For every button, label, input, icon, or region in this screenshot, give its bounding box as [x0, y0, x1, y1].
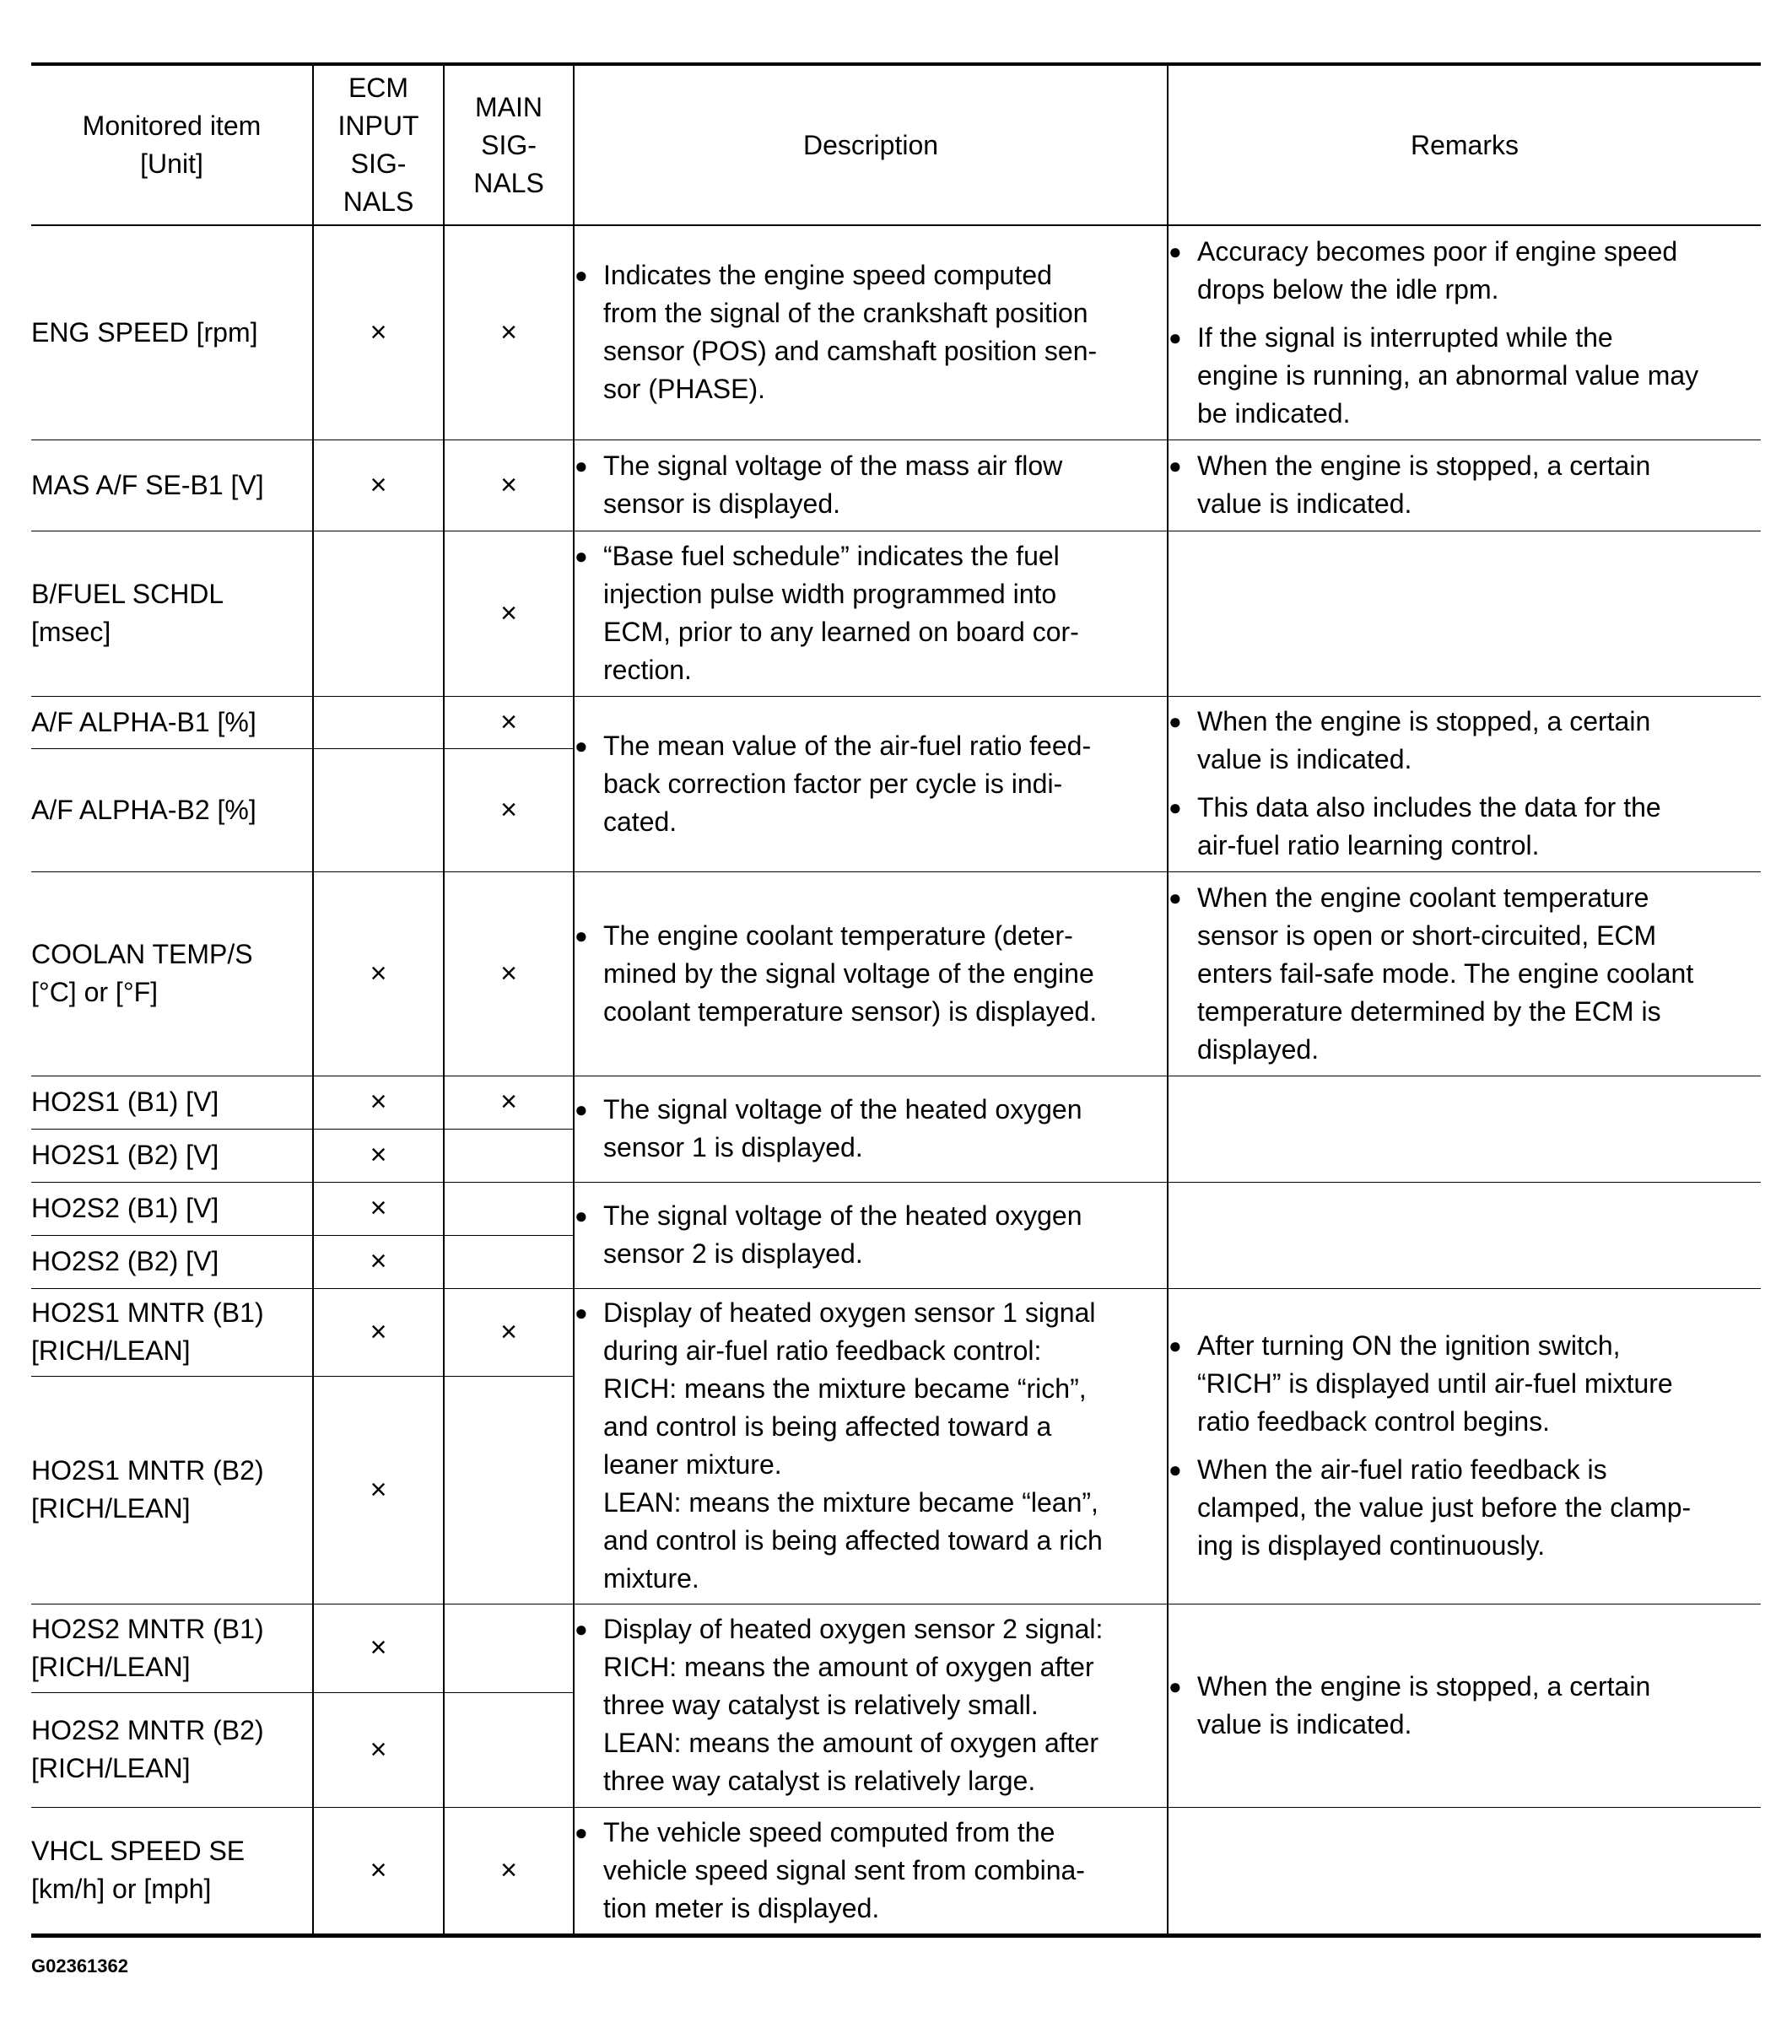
- table-row: [31, 1604, 1761, 1692]
- item-ho2s2-b2: HO2S2 (B2) [V]: [31, 1235, 313, 1288]
- item-ho2s1-b1: HO2S1 (B1) [V]: [31, 1076, 313, 1129]
- description-cell: [574, 1076, 1168, 1182]
- main-mark-empty: [444, 1604, 574, 1692]
- item-af-alpha-b1: A/F ALPHA-B1 [%]: [31, 696, 313, 748]
- main-mark: ×: [444, 696, 574, 748]
- ecm-mark: ×: [313, 1076, 444, 1129]
- table-row: [31, 1288, 1761, 1376]
- list-item: ● The signal voltage of the heated oxygen sensor 2 is displayed.: [575, 1197, 1167, 1273]
- list-item: ● When the engine is stopped, a certain value is indicated.: [1169, 447, 1761, 523]
- ecm-mark: ×: [313, 1604, 444, 1692]
- description-cell: [574, 1807, 1168, 1935]
- list-item: ● The mean value of the air-fuel ratio feed- back correction factor per cycle is indi- cated.: [575, 727, 1167, 841]
- main-mark: ×: [444, 1076, 574, 1129]
- header-ecm-input-signals: ECM INPUT SIG- NALS: [313, 64, 444, 225]
- main-mark: ×: [444, 871, 574, 1076]
- main-mark-empty: [444, 1129, 574, 1182]
- list-item: ● The engine coolant temperature (deter- mined by the signal voltage of the engine coolant temperature sensor) is displayed.: [575, 917, 1167, 1031]
- main-mark: ×: [444, 1807, 574, 1935]
- table-row: [31, 1182, 1761, 1235]
- table-row: [31, 225, 1761, 440]
- bullet-icon: ●: [1169, 709, 1182, 734]
- bullet-icon: ●: [575, 1203, 588, 1228]
- remarks-cell-empty: [1168, 1182, 1761, 1288]
- main-mark: ×: [444, 748, 574, 871]
- item-vhcl-speed: VHCL SPEED SE [km/h] or [mph]: [31, 1807, 313, 1935]
- ecm-mark: ×: [313, 440, 444, 531]
- bullet-icon: ●: [1169, 1457, 1182, 1482]
- item-ho2s2-b1: HO2S2 (B1) [V]: [31, 1182, 313, 1235]
- bullet-icon: ●: [575, 453, 588, 478]
- list-item: ● “Base fuel schedule” indicates the fuel injection pulse width programmed into ECM, prior to any learned on board cor- rection.: [575, 537, 1167, 689]
- list-item: ● When the air-fuel ratio feedback is clamped, the value just before the clamp- ing is displayed continuously.: [1169, 1451, 1761, 1565]
- description-cell: [574, 1288, 1168, 1604]
- bullet-icon: ●: [575, 1819, 588, 1845]
- remarks-cell-empty: [1168, 1807, 1761, 1935]
- ecm-mark: ×: [313, 225, 444, 440]
- bullet-icon: ●: [575, 1616, 588, 1642]
- description-cell: [574, 871, 1168, 1076]
- bullet-icon: ●: [1169, 1673, 1182, 1699]
- remarks-cell: [1168, 1288, 1761, 1604]
- list-item: ● The signal voltage of the heated oxygen sensor 1 is displayed.: [575, 1091, 1167, 1167]
- list-item: ● This data also includes the data for the air-fuel ratio learning control.: [1169, 789, 1761, 865]
- table-row: [31, 531, 1761, 696]
- figure-code: G02361362: [31, 1955, 128, 1977]
- item-ho2s1-mntr-b2: HO2S1 MNTR (B2) [RICH/LEAN]: [31, 1376, 313, 1604]
- bullet-icon: ●: [1169, 884, 1182, 910]
- list-item: ● The vehicle speed computed from the vehicle speed signal sent from combina- tion meter is displayed.: [575, 1814, 1167, 1928]
- remarks-cell: [1168, 225, 1761, 440]
- bullet-icon: ●: [1169, 1333, 1182, 1358]
- item-ho2s2-mntr-b1: HO2S2 MNTR (B1) [RICH/LEAN]: [31, 1604, 313, 1692]
- ecm-mark-empty: [313, 696, 444, 748]
- bullet-icon: ●: [575, 922, 588, 948]
- header-description: Description: [574, 64, 1168, 225]
- main-mark: ×: [444, 1288, 574, 1376]
- bullet-icon: ●: [575, 1300, 588, 1325]
- bullet-icon: ●: [1169, 238, 1182, 264]
- ecm-mark-empty: [313, 748, 444, 871]
- main-mark: ×: [444, 225, 574, 440]
- monitored-items-table: [31, 62, 1761, 1938]
- list-item: ● Accuracy becomes poor if engine speed drops below the idle rpm.: [1169, 233, 1761, 309]
- bullet-icon: ●: [575, 1097, 588, 1122]
- header-remarks: Remarks: [1168, 64, 1761, 225]
- list-item: ● After turning ON the ignition switch, “RICH” is displayed until air-fuel mixture ratio feedback control begins.: [1169, 1327, 1761, 1441]
- remarks-cell: [1168, 871, 1761, 1076]
- bullet-icon: ●: [575, 732, 588, 758]
- ecm-mark: ×: [313, 1807, 444, 1935]
- bullet-icon: ●: [1169, 795, 1182, 820]
- header-monitored-item: Monitored item [Unit]: [31, 64, 313, 225]
- ecm-mark: ×: [313, 1182, 444, 1235]
- remarks-cell-empty: [1168, 531, 1761, 696]
- main-mark-empty: [444, 1376, 574, 1604]
- item-bfuel-schdl: B/FUEL SCHDL [msec]: [31, 531, 313, 696]
- bullet-icon: ●: [1169, 453, 1182, 478]
- list-item: ● When the engine is stopped, a certain value is indicated.: [1169, 1668, 1761, 1744]
- header-main-signals: MAIN SIG- NALS: [444, 64, 574, 225]
- item-ho2s1-mntr-b1: HO2S1 MNTR (B1) [RICH/LEAN]: [31, 1288, 313, 1376]
- table-row: [31, 1807, 1761, 1935]
- table-row: [31, 440, 1761, 531]
- description-cell: [574, 1604, 1168, 1807]
- main-mark: ×: [444, 531, 574, 696]
- remarks-cell: [1168, 440, 1761, 531]
- item-coolant-temp: COOLAN TEMP/S [°C] or [°F]: [31, 871, 313, 1076]
- main-mark-empty: [444, 1182, 574, 1235]
- remarks-cell: [1168, 696, 1761, 871]
- remarks-cell: [1168, 1604, 1761, 1807]
- list-item: ● Indicates the engine speed computed from the signal of the crankshaft position sensor (POS) and camshaft position sen- sor (PHASE).: [575, 256, 1167, 408]
- ecm-mark-empty: [313, 531, 444, 696]
- header-row: [31, 64, 1761, 225]
- bullet-icon: ●: [1169, 324, 1182, 350]
- bullet-icon: ●: [575, 262, 588, 289]
- ecm-mark: ×: [313, 1129, 444, 1182]
- description-cell: [574, 440, 1168, 531]
- item-mas-af: MAS A/F SE-B1 [V]: [31, 440, 313, 531]
- remarks-cell-empty: [1168, 1076, 1761, 1182]
- item-eng-speed: ENG SPEED [rpm]: [31, 225, 313, 440]
- item-af-alpha-b2: A/F ALPHA-B2 [%]: [31, 748, 313, 871]
- description-cell: [574, 696, 1168, 871]
- list-item: ● When the engine coolant temperature sensor is open or short-circuited, ECM enters fail-safe mode. The engine coolant temperature determined by the ECM is displayed.: [1169, 879, 1761, 1069]
- description-cell: [574, 225, 1168, 440]
- description-cell: [574, 531, 1168, 696]
- list-item: ● Display of heated oxygen sensor 2 signal: RICH: means the amount of oxygen after three way catalyst is relatively small. LEAN: means the amount of oxygen after three way catalyst is relatively large.: [575, 1610, 1167, 1800]
- ecm-mark: ×: [313, 1235, 444, 1288]
- list-item: ● If the signal is interrupted while the engine is running, an abnormal value may be indicated.: [1169, 319, 1761, 433]
- item-ho2s2-mntr-b2: HO2S2 MNTR (B2) [RICH/LEAN]: [31, 1692, 313, 1807]
- bullet-icon: ●: [575, 543, 588, 569]
- list-item: ● The signal voltage of the mass air flow sensor is displayed.: [575, 447, 1167, 523]
- ecm-mark: ×: [313, 1692, 444, 1807]
- item-ho2s1-b2: HO2S1 (B2) [V]: [31, 1129, 313, 1182]
- main-mark-empty: [444, 1235, 574, 1288]
- list-item: ● Display of heated oxygen sensor 1 signal during air-fuel ratio feedback control: RICH: means the mixture became “rich”, and control is being affected toward a leaner mixture. LEAN: means the mixture became “lean”, and control is being affected toward a rich mixture.: [575, 1294, 1167, 1598]
- description-cell: [574, 1182, 1168, 1288]
- main-mark: ×: [444, 440, 574, 531]
- table-row: [31, 1076, 1761, 1129]
- main-mark-empty: [444, 1692, 574, 1807]
- ecm-mark: ×: [313, 1376, 444, 1604]
- list-item: ● When the engine is stopped, a certain value is indicated.: [1169, 703, 1761, 779]
- table-row: [31, 871, 1761, 1076]
- table-row: [31, 696, 1761, 748]
- ecm-mark: ×: [313, 1288, 444, 1376]
- ecm-mark: ×: [313, 871, 444, 1076]
